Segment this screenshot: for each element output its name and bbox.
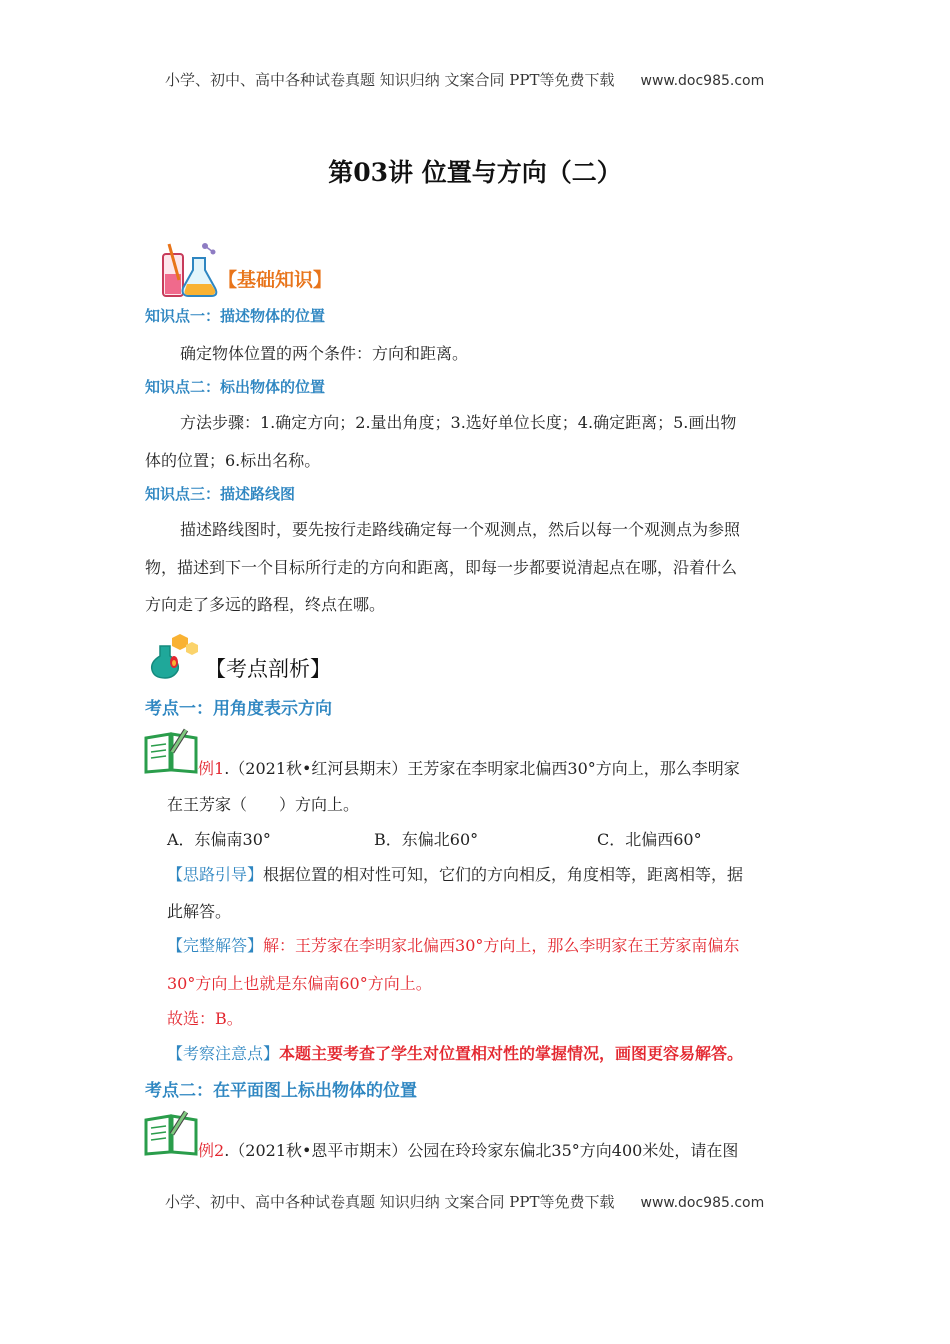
kp1-title: 知识点一：描述物体的位置 <box>145 307 326 325</box>
ex1-stem: .（2021秋•红河县期末）王芳家在李明家北偏西30°方向上，那么李明家 <box>224 759 740 778</box>
ex1-line2: 在王芳家（ ）方向上。 <box>167 795 360 814</box>
solution-text: 解：王芳家在李明家北偏西30°方向上，那么李明家在王芳家南偏东 <box>263 936 740 955</box>
kp2-title: 知识点二：标出物体的位置 <box>145 378 326 396</box>
kp3-line3: 方向走了多远的路程，终点在哪。 <box>145 595 386 614</box>
book-icon <box>142 1110 200 1156</box>
kp3-line2: 物，描述到下一个目标所行走的方向和距离，即每一步都要说清起点在哪，沿着什么 <box>145 558 738 577</box>
hint-label: 【思路引导】 <box>167 865 264 884</box>
ex1-label: 例1 <box>198 759 225 778</box>
ex1-note <box>167 1041 743 1064</box>
ex2-line1 <box>198 1138 738 1161</box>
analysis-heading: 【考点剖析】 <box>205 657 331 681</box>
point1-title: 考点一：用角度表示方向 <box>145 699 332 719</box>
ex1-line1 <box>198 756 740 779</box>
ex1-hint-line2: 此解答。 <box>167 902 232 921</box>
ex1-solution-line2: 30°方向上也就是东偏南60°方向上。 <box>167 974 432 993</box>
ex1-option-a[interactable]: A．东偏南30° <box>167 830 271 849</box>
solution-label: 【完整解答】 <box>167 936 264 955</box>
footer-url[interactable]: www.doc985.com <box>640 1195 765 1211</box>
ex1-hint-line1 <box>167 862 743 885</box>
kp3-title: 知识点三：描述路线图 <box>145 485 296 503</box>
ex1-option-c[interactable]: C．北偏西60° <box>597 830 702 849</box>
point2-title: 考点二：在平面图上标出物体的位置 <box>145 1081 417 1101</box>
ex1-option-b[interactable]: B．东偏北60° <box>374 830 479 849</box>
header-text: 小学、初中、高中各种试卷真题 知识归纳 文案合同 PPT等免费下载 <box>165 71 615 89</box>
basics-heading: 【基础知识】 <box>218 269 333 291</box>
hint-text: 根据位置的相对性可知，它们的方向相反，角度相等，距离相等，据 <box>263 865 744 884</box>
header-url[interactable]: www.doc985.com <box>640 73 765 89</box>
ex2-label: 例2 <box>198 1141 225 1160</box>
note-text: 本题主要考查了学生对位置相对性的掌握情况，画图更容易解答。 <box>279 1044 744 1063</box>
page-title: 第03讲 位置与方向（二） <box>328 158 622 187</box>
flask-icon <box>157 240 219 302</box>
kp2-line2: 体的位置；6.标出名称。 <box>145 451 321 470</box>
ex1-choice: 故选：B。 <box>167 1009 243 1028</box>
page-header <box>165 69 764 90</box>
kp2-line1: 方法步骤：1.确定方向；2.量出角度；3.选好单位长度；4.确定距离；5.画出物 <box>180 413 737 432</box>
footer-text: 小学、初中、高中各种试卷真题 知识归纳 文案合同 PPT等免费下载 <box>165 1193 615 1211</box>
book-icon <box>142 728 200 774</box>
chemistry-icon <box>148 632 200 680</box>
page-footer <box>165 1191 764 1212</box>
kp3-line1: 描述路线图时，要先按行走路线确定每一个观测点，然后以每一个观测点为参照 <box>180 520 741 539</box>
ex1-solution-line1 <box>167 933 739 956</box>
kp1-text: 确定物体位置的两个条件：方向和距离。 <box>180 344 469 363</box>
note-label: 【考察注意点】 <box>167 1044 280 1063</box>
ex2-stem: .（2021秋•恩平市期末）公园在玲玲家东偏北35°方向400米处，请在图 <box>224 1141 739 1160</box>
